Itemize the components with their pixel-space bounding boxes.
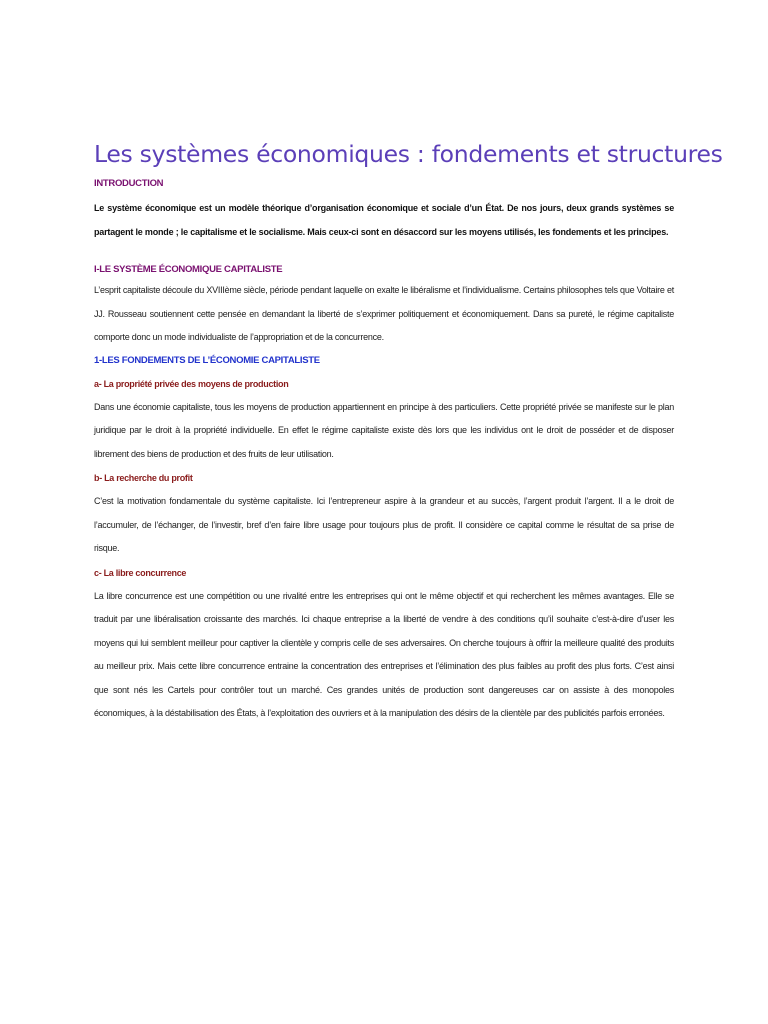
heading-free-competition: c- La libre concurrence <box>94 567 187 578</box>
page-title: Les systèmes économiques : fondements et structures <box>94 140 723 168</box>
paragraph-free-competition: La libre concurrence est une compétition ou une rivalité entre les entreprises qui ont le même objectif et qui recherchent les mêmes avantages. Elle se traduit par une libéralisation croissante des marchés. Ici chaque entreprise a la liberté de vendre à des conditions qu’il souhaite c’est-à-dire d’user les moyens qui lui semblent meilleur pour captiver la clientèle y compris celle de ses adversaires. On cherche toujours à offrir la meilleure qualité des produits au meilleur prix. Mais cette libre concurrence entraine la concentration des entreprises et l’élimination des plus faibles au profit des plus forts. C’est ainsi que sont nés les Cartels pour contrôler tout un marché. Ces grandes unités de production sont dangereuses car on assiste à des monopoles économiques, à la déstabilisation des États, à l’exploitation des ouvriers et à la manipulation des désirs de la clientèle par des publicités parfois erronées. <box>94 590 674 718</box>
introduction-text: Le système économique est un modèle théorique d’organisation économique et sociale d’un État. De nos jours, deux grands systèmes se partagent le monde ; le capitalisme et le socialisme. Mais ceux-ci sont en désaccord sur les moyens utilisés, les fondements et les principes. <box>94 203 674 237</box>
introduction-heading: INTRODUCTION <box>94 178 164 189</box>
section-heading-capitalist-system: I-LE SYSTÈME ÉCONOMIQUE CAPITALISTE <box>94 264 283 275</box>
section-paragraph: L’esprit capitaliste découle du XVIIIème siècle, période pendant laquelle on exalte le libéralisme et l’individualisme. Certains philosophes tels que Voltaire et JJ. Rousseau soutiennent cette pensée en demandant la liberté de s’exprimer politiquement et économiquement. Dans sa pureté, le régime capitaliste comporte donc un mode individualiste de l’appropriation et de la concurrence. <box>94 285 674 342</box>
paragraph-profit-seeking: C’est la motivation fondamentale du système capitaliste. Ici l’entrepreneur aspire à la grandeur et au succès, l’argent produit l’argent. Il a le droit de l’accumuler, de l’échanger, de l’investir, bref d’en faire libre usage pour toujours plus de profit. Il considère ce capital comme le résultat de sa prise de risque. <box>94 496 674 553</box>
paragraph-private-property: Dans une économie capitaliste, tous les moyens de production appartiennent en principe à des particuliers. Cette propriété privée se manifeste sur le plan juridique par le droit à la propriété individuelle. En effet le régime capitaliste existe dès lors que les individus ont le droit de posséder et de disposer librement des biens de production et des fruits de leur utilisation. <box>94 401 674 459</box>
document-page <box>94 138 723 726</box>
heading-profit-seeking: b- La recherche du profit <box>94 473 193 483</box>
subsection-heading-foundations: 1-LES FONDEMENTS DE L’ÉCONOMIE CAPITALISTE <box>94 354 320 366</box>
heading-private-property: a- La propriété privée des moyens de production <box>94 378 289 389</box>
